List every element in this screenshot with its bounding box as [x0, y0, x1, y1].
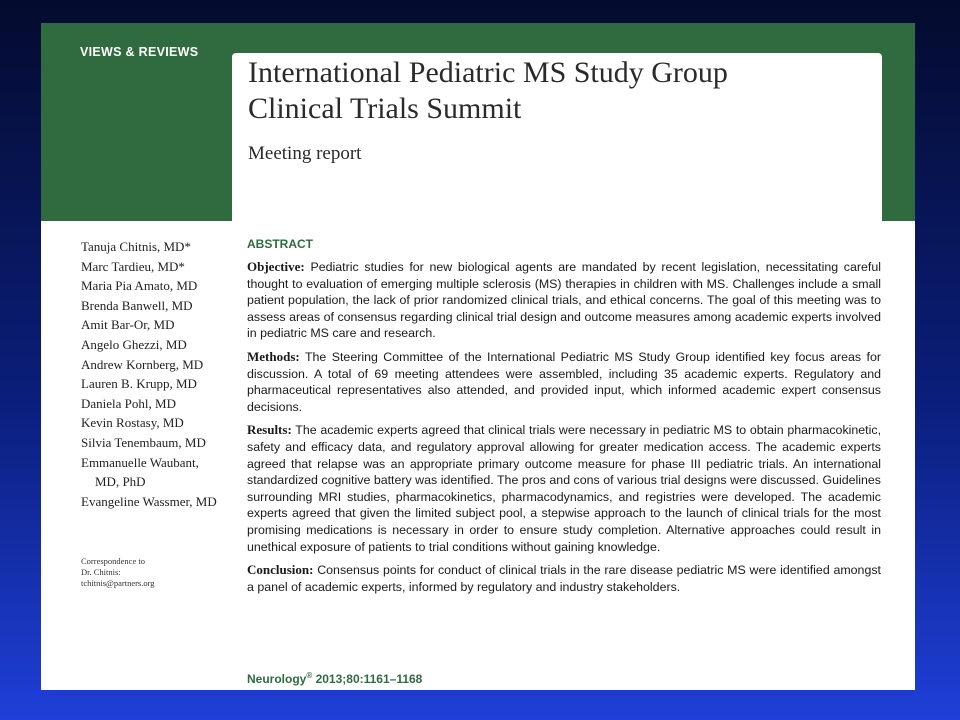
author: Evangeline Wassmer, MD — [81, 493, 217, 509]
conclusion-label: Conclusion: — [247, 562, 314, 578]
results-label: Results: — [247, 422, 292, 438]
author-continuation: MD, PhD — [95, 474, 146, 490]
author: Amit Bar-Or, MD — [81, 317, 175, 333]
journal-citation — [247, 671, 422, 686]
abstract-conclusion — [247, 562, 881, 595]
methods-label: Methods: — [247, 348, 300, 364]
author: Lauren B. Krupp, MD — [81, 376, 197, 392]
author: Marc Tardieu, MD* — [81, 258, 185, 274]
article-page — [41, 23, 915, 690]
title-line-1: International Pediatric MS Study Group — [248, 56, 728, 89]
citation-ref: 2013;80:1161–1168 — [312, 672, 423, 686]
journal-name: Neurology — [247, 672, 307, 686]
methods-text: The Steering Committee of the International Pediatric MS Study Group identified key focus areas for discussion. A total of 69 meeting attendees were assembled, including 35 academic experts. Regulatory and pharmaceutical representatives also attended, and provided input, which informed academic expert consensus decisions. — [247, 349, 881, 414]
abstract-methods — [247, 349, 881, 415]
author: Kevin Rostasy, MD — [81, 415, 184, 431]
article-title — [248, 55, 728, 127]
correspondence-email: tchitnis@partners.org — [81, 578, 155, 588]
registered-mark: ® — [306, 671, 313, 680]
author-list — [81, 237, 241, 511]
results-text: The academic experts agreed that clinical trials were necessary in pediatric MS to obtain pharmacokinetic, safety and efficacy data, and regulatory approval allowing for greater medication access. The academic experts agreed that relapse was an appropriate primary outcome measure for phase III pediatric trials. An international standardized cognitive battery was identified. The pros and cons of various trial designs were discussed. Guidelines surrounding MRI studies, pharmacokinetics, pharmacodynamics, and registries were developed. The academic experts agreed that given the limited subject pool, a stepwise approach to the launch of clinical trials for the most promising medications is necessary in order to ensure study completion. Alternative approaches could result in unethical exposure of patients to trial conditions without gaining knowledge. — [247, 423, 882, 554]
author: Andrew Kornberg, MD — [81, 356, 204, 372]
author: Silvia Tenembaum, MD — [81, 434, 206, 450]
abstract-results — [247, 422, 881, 555]
author: Brenda Banwell, MD — [81, 297, 193, 313]
correspondence-line: Dr. Chitnis: — [81, 567, 121, 577]
article-subtitle: Meeting report — [248, 143, 362, 164]
objective-label: Objective: — [247, 259, 305, 274]
conclusion-text: Consensus points for conduct of clinical trials in the rare disease pediatric MS were identified amongst a panel of academic experts, informed by regulatory and industry stakeholders. — [247, 563, 881, 594]
objective-text: Pediatric studies for new biological agents are mandated by recent legislation, necessitating careful thought to evaluation of emerging multiple sclerosis (MS) therapies in children with MS. Challenges include a small patient population, the lack of prior randomized clinical trials, and ethical concerns. The goal of this meeting was to assess areas of consensus regarding clinical trial design and outcome measures among academic experts involved in pediatric MS care and research. — [247, 260, 881, 341]
correspondence-note — [81, 556, 155, 589]
correspondence-line: Correspondence to — [81, 556, 145, 566]
section-label: VIEWS & REVIEWS — [80, 45, 199, 59]
author: Emmanuelle Waubant, — [81, 454, 199, 470]
author: Daniela Pohl, MD — [81, 395, 176, 411]
abstract-objective — [247, 259, 881, 342]
title-box — [232, 53, 882, 231]
abstract-body — [247, 259, 881, 602]
author: Tanuja Chitnis, MD* — [81, 239, 191, 254]
title-line-2: Clinical Trials Summit — [248, 92, 522, 125]
author: Maria Pia Amato, MD — [81, 278, 198, 294]
abstract-heading: ABSTRACT — [247, 237, 313, 251]
author: Angelo Ghezzi, MD — [81, 336, 187, 352]
